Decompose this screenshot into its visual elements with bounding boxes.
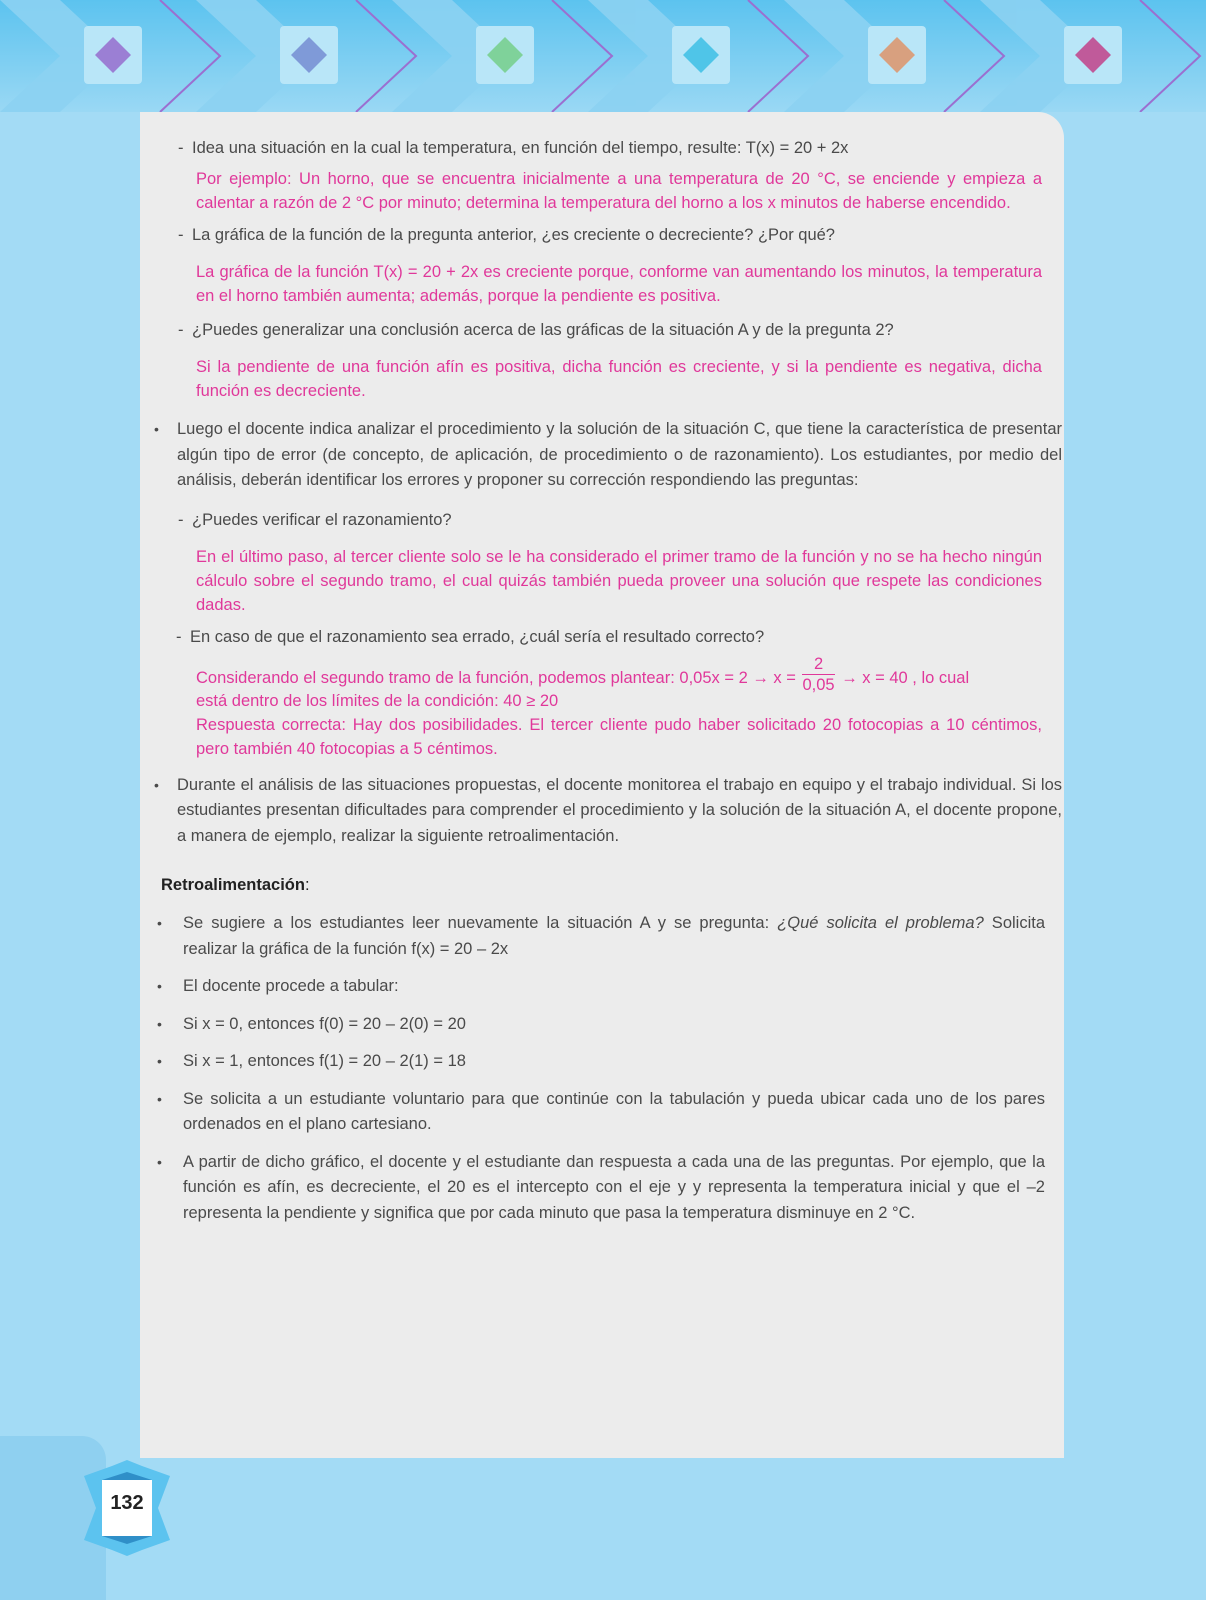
answer-5-line-3: Respuesta correcta: Hay dos posibilidades. El tercer cliente pudo haber solicitado 20 fotocopias a 10 céntimos, pero también 40 fotocopias a 5 céntimos. bbox=[196, 715, 1042, 758]
answer-5-intro: Considerando el segundo tramo de la función, podemos plantear: bbox=[196, 668, 680, 687]
dash-marker: - bbox=[176, 627, 182, 646]
bullet-situation-c bbox=[154, 417, 1062, 494]
answer-2: La gráfica de la función T(x) = 20 + 2x es creciente porque, conforme van aumentando los minutos, la temperatura en el horno también aumenta; además, porque la pendiente es positiva. bbox=[196, 263, 1042, 305]
answer-5-line-2: está dentro de los límites de la condición: 40 ≥ 20 bbox=[196, 691, 559, 710]
dash-marker: - bbox=[178, 321, 184, 339]
bullet-marker: • bbox=[157, 1053, 162, 1069]
retro-item-4 bbox=[157, 1049, 1045, 1075]
equation-part-2: → x = 40 , lo cual bbox=[836, 668, 970, 687]
retro-item-1 bbox=[157, 911, 1045, 962]
bullet-monitoring bbox=[154, 773, 1062, 850]
question-5 bbox=[176, 625, 1036, 650]
dash-marker: - bbox=[178, 139, 184, 157]
retro-item-1-question: ¿Qué solicita el problema? bbox=[777, 914, 984, 932]
dash-marker: - bbox=[178, 226, 184, 244]
retro-item-5-text: Se solicita a un estudiante voluntario para que continúe con la tabulación y pueda ubicar cada uno de los pares ordenados en el plano cartesiano. bbox=[183, 1089, 1045, 1133]
section-heading bbox=[161, 873, 1064, 897]
retro-item-3 bbox=[157, 1012, 1045, 1038]
answer-4: En el último paso, al tercer cliente solo se le ha considerado el primer tramo de la función y no se ha hecho ningún cálculo sobre el segundo tramo, el cual quizás también pueda proveer una solución que respete las condiciones dadas. bbox=[196, 547, 1042, 614]
bullet-marker: • bbox=[157, 978, 162, 994]
bullet-marker: • bbox=[154, 421, 159, 437]
answer-3: Si la pendiente de una función afín es positiva, dicha función es creciente, y si la pendiente es negativa, dicha función es decreciente. bbox=[196, 358, 1042, 400]
retro-item-3-text: Si x = 0, entonces f(0) = 20 – 2(0) = 20 bbox=[183, 1014, 466, 1033]
page-content bbox=[140, 112, 1064, 1226]
bullet-monitoring-text: Durante el análisis de las situaciones propuestas, el docente monitorea el trabajo en equipo y el trabajo individual. Si los estudiantes presentan dificultades para comprender el procedimiento y la solución de la situación A, el docente propone, a manera de ejemplo, realizar la siguiente retroalimentación. bbox=[177, 775, 1062, 845]
retro-item-6-text: A partir de dicho gráfico, el docente y el estudiante dan respuesta a cada una de las preguntas. Por ejemplo, que la función es afín, es decreciente, el 20 es el intercepto con el eje y y representa la temperatura inicial y que el –2 representa la pendiente y significa que por cada minuto que pasa la temperatura disminuye en 2 °C. bbox=[183, 1152, 1045, 1222]
fraction-denominator: 0,05 bbox=[802, 675, 835, 694]
question-4-text: ¿Puedes verificar el razonamiento? bbox=[192, 510, 452, 529]
fraction-numerator: 2 bbox=[802, 654, 834, 675]
question-2-text: La gráfica de la función de la pregunta anterior, ¿es creciente o decreciente? ¿Por qué? bbox=[192, 226, 835, 244]
retro-item-4-text: Si x = 1, entonces f(1) = 20 – 2(1) = 18 bbox=[183, 1052, 466, 1070]
question-3 bbox=[178, 318, 1038, 343]
question-4 bbox=[178, 508, 1038, 533]
bullet-marker: • bbox=[157, 1015, 162, 1032]
question-1-text: Idea una situación en la cual la temperatura, en función del tiempo, resulte: T(x) = 20 + 2x bbox=[192, 139, 849, 157]
bullet-marker: • bbox=[157, 1090, 162, 1107]
dash-marker: - bbox=[178, 510, 184, 529]
section-heading-title: Retroalimentación bbox=[161, 876, 305, 894]
retro-item-1-post: Solicita realizar la gráfica de la función f(x) = 20 – 2x bbox=[183, 914, 1045, 958]
heading-colon: : bbox=[304, 876, 310, 894]
bullet-marker: • bbox=[154, 776, 159, 793]
question-3-text: ¿Puedes generalizar una conclusión acerca de las gráficas de la situación A y de la pregunta 2? bbox=[192, 321, 894, 339]
fraction bbox=[802, 654, 834, 695]
banner-pattern bbox=[0, 0, 1206, 112]
retro-item-6 bbox=[157, 1150, 1045, 1227]
bullet-marker: • bbox=[157, 915, 162, 931]
question-1 bbox=[178, 136, 1038, 161]
content-card bbox=[140, 112, 1064, 1458]
retro-item-2-text: El docente procede a tabular: bbox=[183, 977, 399, 995]
question-5-text: En caso de que el razonamiento sea errado, ¿cuál sería el resultado correcto? bbox=[190, 627, 765, 646]
equation-part-1: 0,05x = 2 → x = bbox=[679, 668, 801, 687]
answer-1: Por ejemplo: Un horno, que se encuentra inicialmente a una temperatura de 20 °C, se enciende y empieza a calentar a razón de 2 °C por minuto; determina la temperatura del horno a los x minutos de haberse encendido. bbox=[196, 170, 1042, 212]
bullet-marker: • bbox=[157, 1153, 162, 1170]
page-number: 132 bbox=[110, 1492, 144, 1514]
answer-5 bbox=[196, 654, 1042, 761]
retro-item-1-pre: Se sugiere a los estudiantes leer nuevamente la situación A y se pregunta: bbox=[183, 914, 778, 932]
retro-item-2 bbox=[157, 974, 1045, 1000]
header-banner bbox=[0, 0, 1206, 112]
bullet-situation-c-text: Luego el docente indica analizar el procedimiento y la solución de la situación C, que tiene la característica de presentar algún tipo de error (de concepto, de aplicación, de procedimiento o de razonamiento). Los estudiantes, por medio del análisis, deberán identificar los errores y proponer su corrección respondiendo las preguntas: bbox=[177, 420, 1062, 489]
retro-item-5 bbox=[157, 1087, 1045, 1138]
question-2 bbox=[178, 223, 1038, 248]
